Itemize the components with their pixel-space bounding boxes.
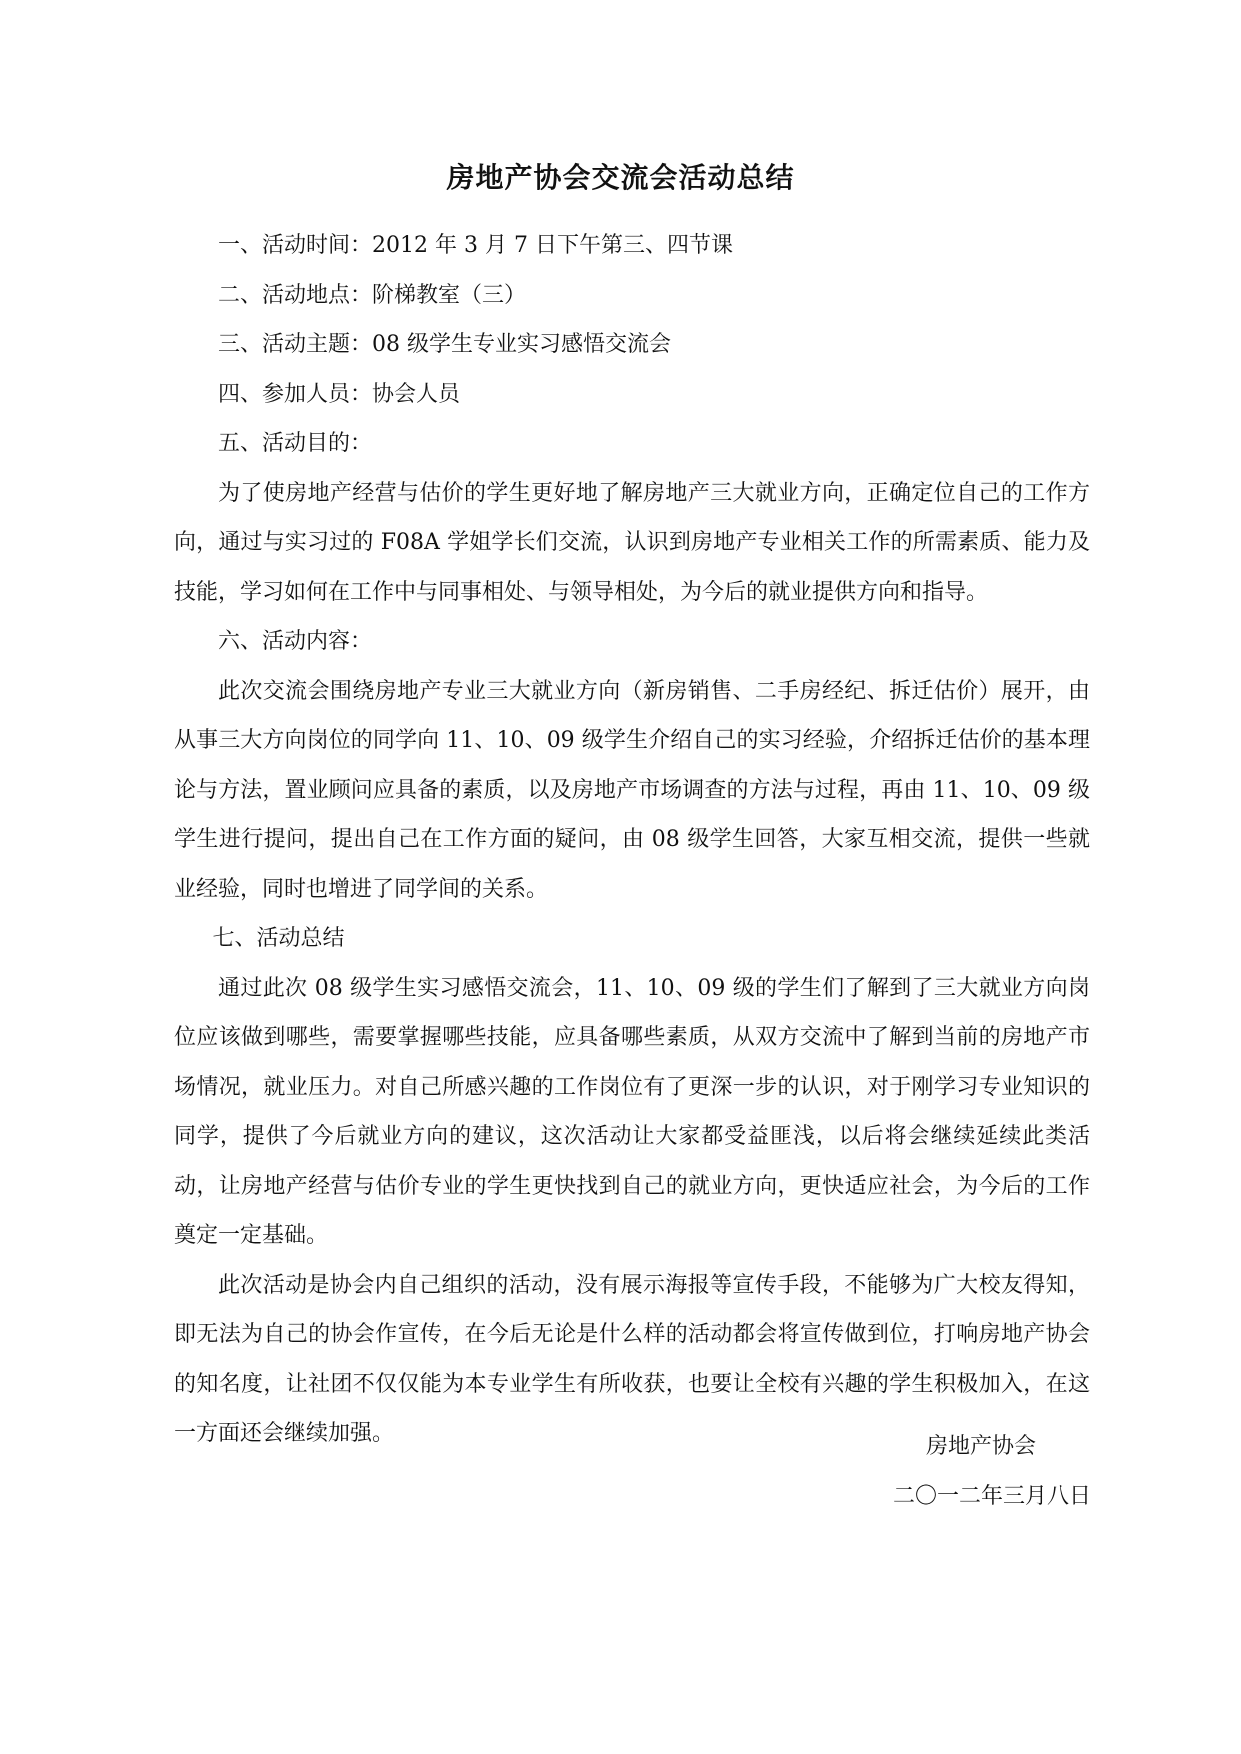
item-participants: 四、参加人员：协会人员: [218, 381, 461, 407]
summary-heading: 七、活动总结: [212, 926, 345, 951]
item-purpose-heading: 五、活动目的：: [218, 431, 373, 456]
content-heading: 六、活动内容：: [218, 629, 373, 654]
signature-block: [691, 1422, 1091, 1522]
content-paragraph: 此次交流会围绕房地产专业三大就业方向（新房销售、二手房经纪、拆迁估价）展开，由从事三大方向岗位的同学向 11、10、09 级学生介绍自己的实习经验，介绍拆迁估价的基本理论与方法，置业顾问应具备的素质，以及房地产市场调查的方法与过程，再由 11、10、09 级学生进行提问，提出自己在工作方面的疑问，由 08 级学生回答，大家互相交流，提供一些就业经验，同时也增进了同学间的关系。: [174, 678, 1090, 902]
signature-date: 二〇一二年三月八日: [892, 1484, 1091, 1509]
document-title: 房地产协会交流会活动总结: [446, 161, 795, 194]
item-location: 二、活动地点：阶梯教室（三）: [218, 282, 527, 308]
summary-paragraph-2: 此次活动是协会内自己组织的活动，没有展示海报等宣传手段，不能够为广大校友得知，即无法为自己的协会作宣传，在今后无论是什么样的活动都会将宣传做到位，打响房地产协会的知名度，让社团不仅仅能为本专业学生有所收获，也要让全校有兴趣的学生积极加入，在这一方面还会继续加强。: [174, 1272, 1090, 1446]
signature-organization: 房地产协会: [925, 1434, 1036, 1459]
item-theme: 三、活动主题：08 级学生专业实习感悟交流会: [218, 332, 671, 357]
summary-paragraph-1: 通过此次 08 级学生实习感悟交流会，11、10、09 级的学生们了解到了三大就业方向岗位应该做到哪些，需要掌握哪些技能，应具备哪些素质，从双方交流中了解到当前的房地产市场情况，就业压力。对自己所感兴趣的工作岗位有了更深一步的认识，对于刚学习专业知识的同学，提供了今后就业方向的建议，这次活动让大家都受益匪浅，以后将会继续延续此类活动，让房地产经营与估价专业的学生更快找到自己的就业方向，更快适应社会，为今后的工作奠定一定基础。: [174, 975, 1090, 1248]
item-time: 一、活动时间：2012 年 3 月 7 日下午第三、四节课: [218, 233, 733, 258]
purpose-paragraph: 为了使房地产经营与估价的学生更好地了解房地产三大就业方向，正确定位自己的工作方向，通过与实习过的 F08A 学姐学长们交流，认识到房地产专业相关工作的所需素质、能力及技能，学习如何在工作中与同事相处、与领导相处，为今后的就业提供方向和指导。: [174, 480, 1090, 605]
document-body: [174, 221, 1090, 1459]
